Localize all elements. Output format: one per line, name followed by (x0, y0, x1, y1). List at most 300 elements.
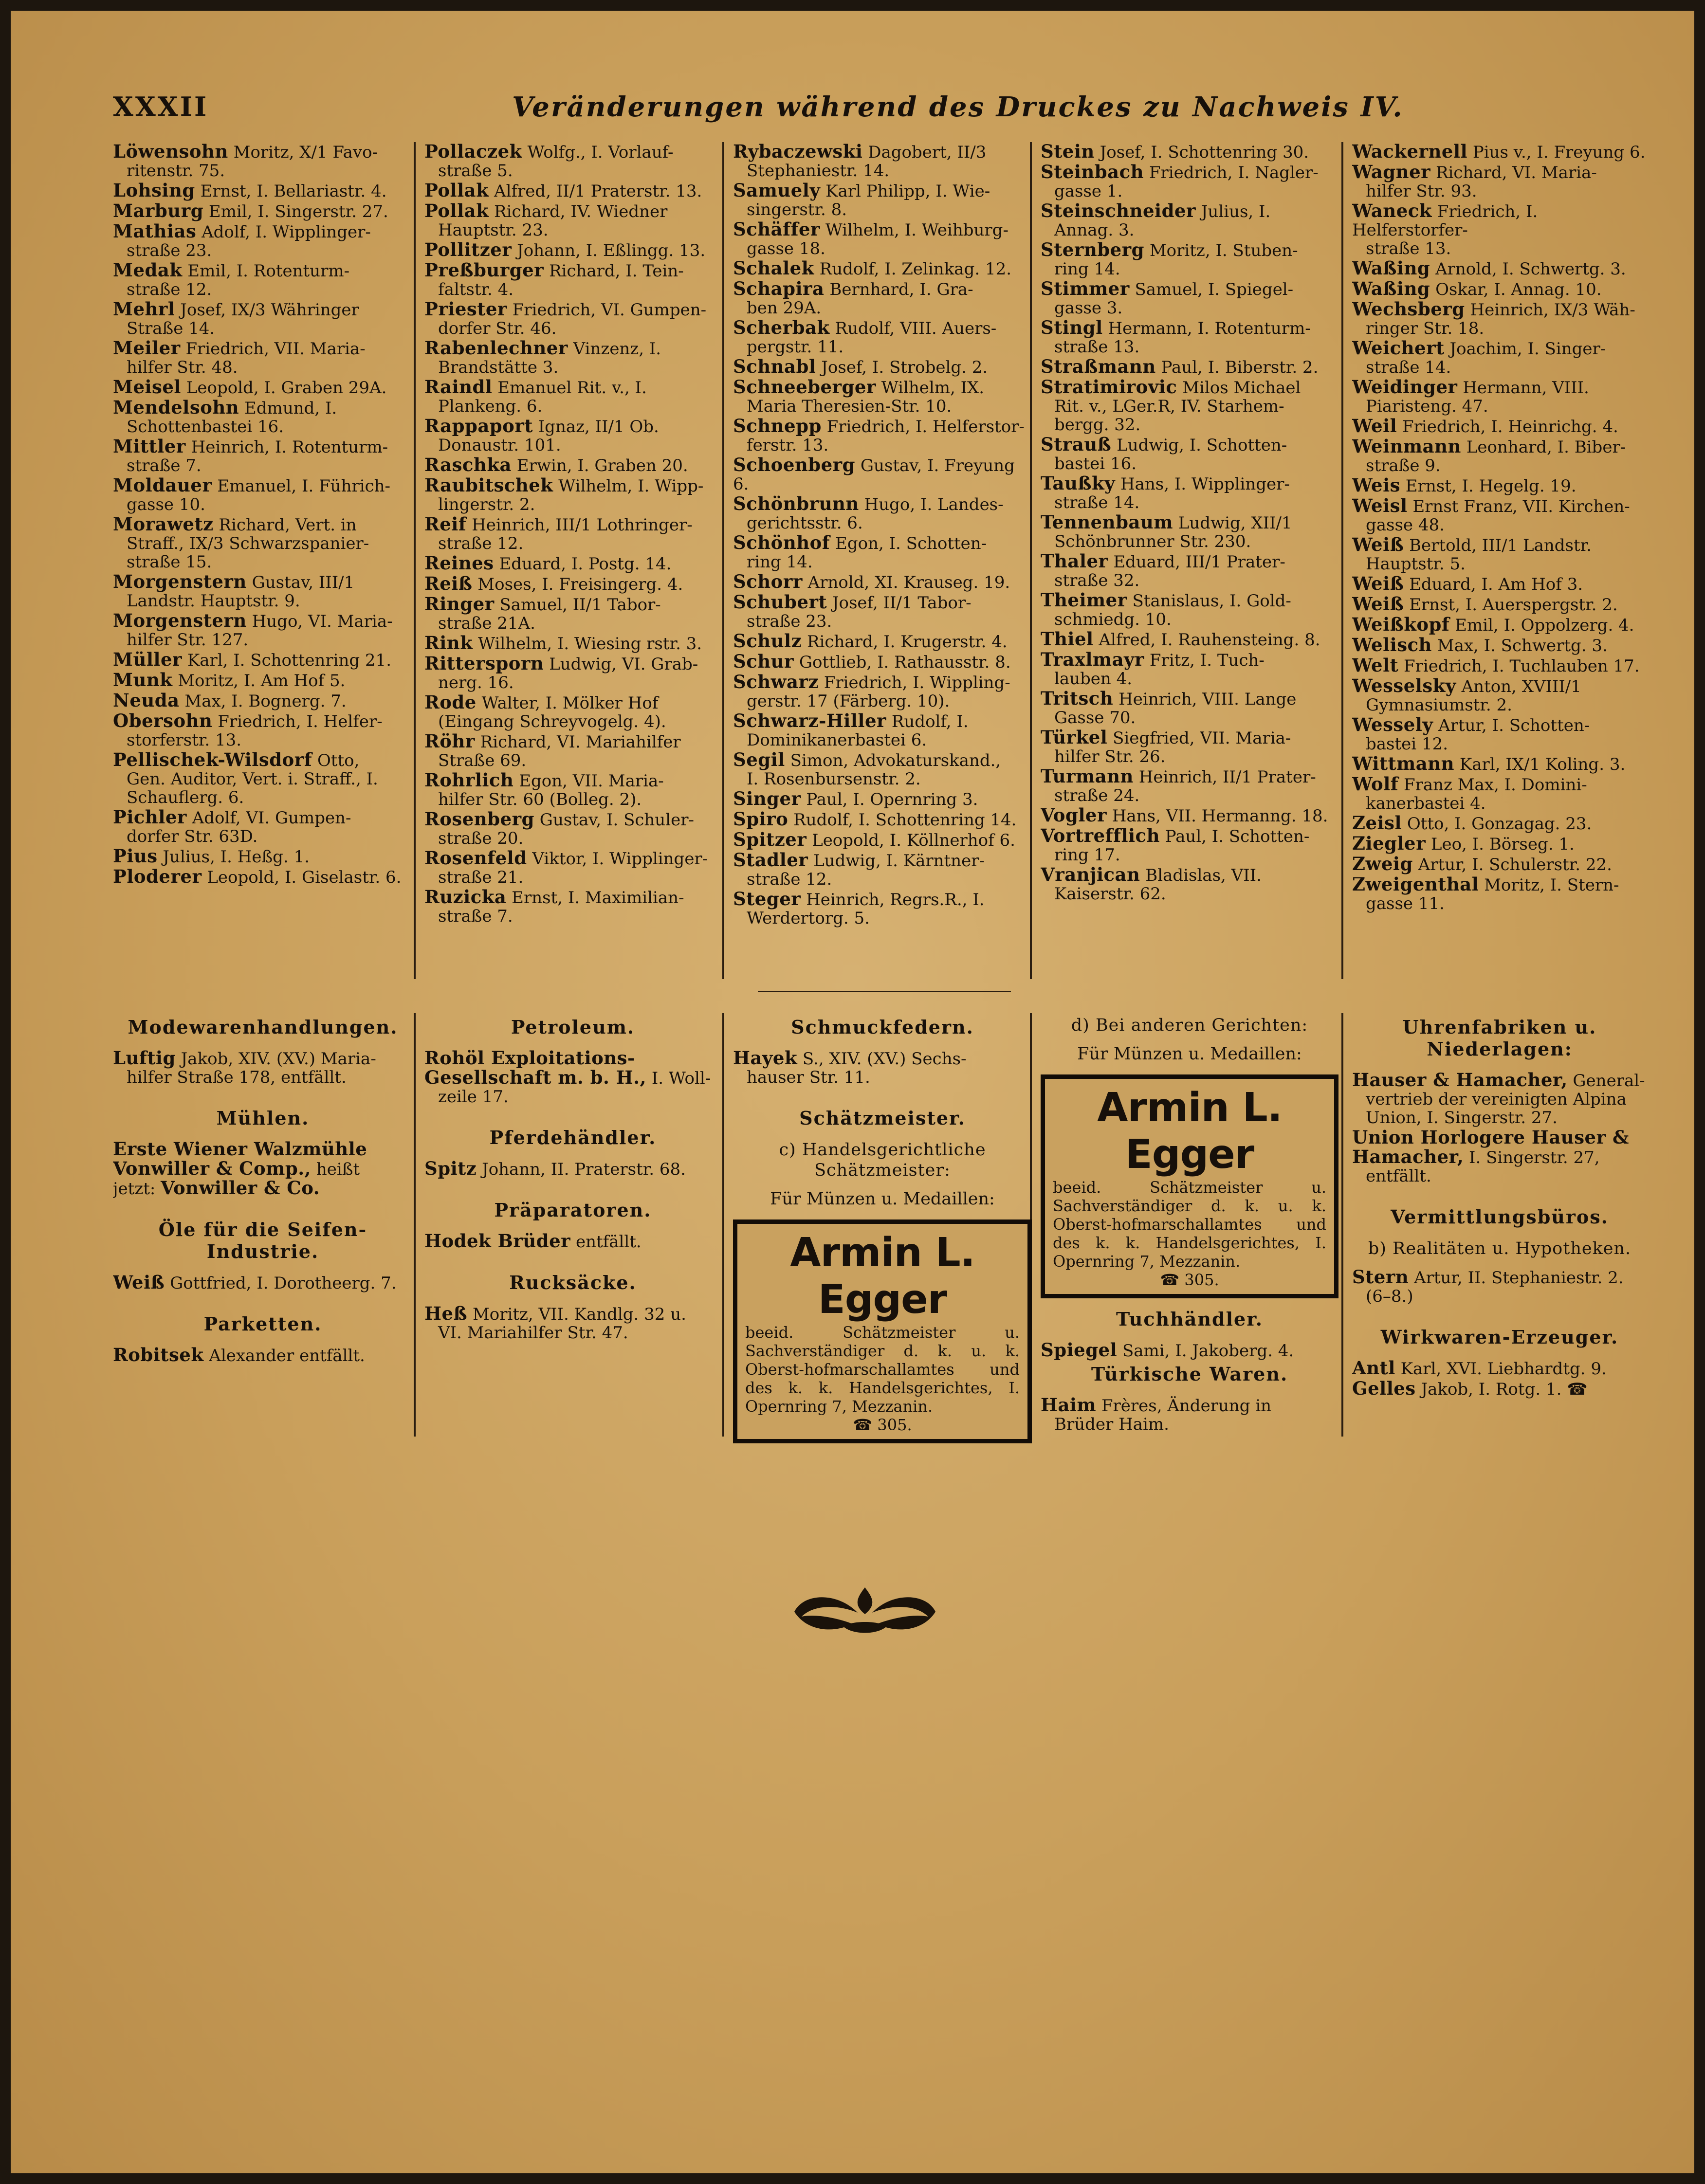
directory-column-3 (733, 142, 1032, 974)
entry-name: Reif (424, 513, 467, 535)
list-item (1041, 1396, 1338, 1434)
list-item (424, 1304, 721, 1342)
entry-text: Friedrich, I. Helfer- (218, 712, 383, 731)
entry-name: Antl (1352, 1357, 1395, 1379)
trade-column-1 (113, 1013, 413, 1366)
entry-text: Gustav, I. Schuler- (539, 810, 694, 830)
entry-continuation: hilfer Str. 127. (127, 630, 249, 650)
list-item (113, 476, 413, 514)
entry-text: Pius v., I. Freyung 6. (1472, 143, 1646, 162)
entry-continuation: Rit. v., LGer.R, IV. Starhem-bergg. 32. (1054, 397, 1284, 435)
list-item (113, 300, 413, 338)
entry-text: Julius, I. Heßg. 1. (163, 847, 310, 867)
entry-continuation: straße 20. (438, 829, 524, 848)
list-item (113, 847, 413, 866)
entry-name: Müller (113, 649, 183, 670)
trade-sections (113, 1013, 1646, 1451)
list-item (1352, 259, 1647, 278)
entry-continuation: straße 21A. (438, 614, 535, 633)
entry-continuation: straße 5. (438, 161, 513, 181)
entry-name: Rohrlich (424, 769, 514, 791)
entry-name: Schalek (733, 257, 814, 279)
entry-text: Richard, I. Krugerstr. 4. (807, 632, 1008, 652)
entry-continuation: Dominikanerbastei 6. (747, 730, 927, 750)
entry-text: Samuel, I. Spiegel- (1135, 280, 1294, 299)
entry-text: Moses, I. Freisingerg. 4. (477, 575, 683, 594)
entry-continuation: Donaustr. 101. (438, 436, 561, 455)
entry-continuation: Annag. 3. (1054, 220, 1135, 240)
entry-name: Vogler (1041, 804, 1107, 826)
list-item (113, 378, 413, 397)
subsection-heading: c) Handelsgerichtliche Schätzmeister: (779, 1140, 986, 1180)
entry-text: Franz Max, I. Domini- (1404, 775, 1587, 795)
list-item (733, 789, 1032, 809)
entry-continuation: Brandstätte 3. (438, 358, 559, 377)
entry-text: Ernst, I. Auerspergstr. 2. (1409, 595, 1618, 615)
entry-name: Mendelsohn (113, 397, 239, 418)
list-item (1352, 378, 1647, 416)
entry-name: Pellischek-Wilsdorf (113, 749, 312, 770)
entry-text: heißt (316, 1160, 360, 1179)
list-item (1352, 201, 1647, 258)
entry-name: Medak (113, 259, 183, 281)
entry-text: Ernst, I. Hegelg. 19. (1405, 476, 1577, 496)
subsection-heading: b) Realitäten u. Hypotheken. (1368, 1239, 1632, 1258)
trade-column-2 (424, 1013, 721, 1343)
list-item (733, 181, 1032, 219)
list-item (1041, 513, 1338, 551)
entry-text: Heinrich, VIII. Lange (1118, 690, 1297, 709)
list-item (424, 554, 721, 573)
entry-text: Eduard, I. Postg. 14. (499, 554, 672, 574)
entry-text: Rudolf, I. Schottenring 14. (793, 810, 1017, 830)
entry-name: Taußky (1041, 473, 1116, 494)
entry-name: Scherbak (733, 317, 830, 338)
entry-text: Gustav, I. Freyung 6. (733, 456, 1015, 494)
entry-text: Wilhelm, IX. (881, 378, 985, 398)
entry-name: Turmann (1041, 765, 1134, 787)
list-item (424, 240, 721, 260)
entry-continuation: Straff., IX/3 Schwarzspanier-straße 15. (127, 534, 369, 572)
section-heading: Petroleum. (511, 1016, 635, 1038)
entry-name: Welisch (1352, 634, 1432, 655)
list-item (424, 1159, 721, 1179)
list-item (1352, 775, 1647, 813)
list-item (733, 318, 1032, 356)
entry-text: Friedrich, I. Helferstorfer- (1352, 202, 1538, 240)
entry-text: Ernst, I. Bellariastr. 4. (200, 182, 387, 201)
entry-continuation: bastei 16. (1054, 454, 1137, 473)
list-item (113, 671, 413, 690)
entry-name: Hauser & Hamacher, (1352, 1069, 1568, 1091)
entry-text: Artur, II. Stephaniestr. 2. (1414, 1268, 1624, 1288)
entry-continuation: vertrieb der vereinigten Alpina Union, I. Singerstr. 27. (1366, 1090, 1627, 1128)
entry-name: Welt (1352, 655, 1399, 676)
list-item (113, 515, 413, 571)
entry-text: Hugo, VI. Maria- (252, 612, 393, 631)
directory-column-4 (1041, 142, 1338, 974)
entry-name: Rink (424, 632, 473, 654)
trade-column-3 (733, 1013, 1032, 1453)
entry-text: Hermann, VIII. (1463, 378, 1589, 398)
list-item (733, 533, 1032, 571)
entry-text: Josef, II/1 Tabor- (832, 593, 972, 613)
entry-name: Luftig (113, 1047, 176, 1069)
entry-name: Haim (1041, 1394, 1097, 1416)
entry-text: I. Singerstr. 27, (1469, 1148, 1600, 1167)
entry-continuation: straße 7. (127, 456, 202, 475)
directory-column-5 (1352, 142, 1647, 974)
entry-name: Theimer (1041, 589, 1127, 611)
entry-text: Max, I. Bognerg. 7. (184, 692, 347, 711)
list-item (424, 476, 721, 514)
entry-continuation: straße 12. (438, 534, 524, 553)
entry-text: Gottlieb, I. Rathausstr. 8. (799, 653, 1011, 672)
entry-name: Thaler (1041, 550, 1108, 572)
entry-name: Erste Wiener Walzmühle Vonwiller & Comp., (113, 1138, 367, 1179)
advertisement-box (1041, 1074, 1338, 1298)
entry-name: Spiro (733, 808, 788, 830)
entry-continuation: gerstr. 17 (Färberg. 10). (747, 692, 950, 711)
entry-name: Ringer (424, 593, 495, 615)
entry-text: Alfred, II/1 Praterstr. 13. (494, 182, 702, 201)
entry-text: Wilhelm, I. Wipp- (558, 476, 704, 496)
entry-text: Leonhard, I. Biber- (1466, 437, 1626, 457)
entry-continuation: straße 12. (747, 870, 832, 889)
list-item (733, 142, 1032, 180)
entry-text: Sami, I. Jakoberg. 4. (1122, 1341, 1294, 1361)
list-item (113, 1049, 413, 1087)
entry-text: Emanuel Rit. v., I. (497, 378, 647, 398)
entry-name: Meiler (113, 337, 181, 359)
column-divider (722, 142, 724, 979)
entry-name: Pius (113, 845, 158, 867)
entry-continuation: ritenstr. 75. (127, 161, 225, 181)
entry-name: Heß (424, 1303, 468, 1324)
list-item (1041, 1341, 1338, 1360)
entry-continuation: hilfer Str. 93. (1366, 182, 1477, 201)
entry-continuation: hilfer Str. 48. (127, 358, 238, 377)
list-item (424, 595, 721, 633)
list-item (424, 181, 721, 200)
entry-text: Max, I. Schwertg. 3. (1437, 636, 1608, 655)
entry-text: Vinzenz, I. (573, 339, 661, 359)
entry-name: Marburg (113, 200, 204, 221)
list-item (424, 771, 721, 809)
entry-text: Emil, I. Rotenturm- (187, 261, 350, 281)
list-item (733, 632, 1032, 651)
entry-name: Ruzicka (424, 886, 507, 908)
entry-name: Wolf (1352, 773, 1399, 795)
page-header (113, 91, 1621, 130)
list-item (424, 417, 721, 455)
entry-name: Türkel (1041, 727, 1108, 748)
entry-text: Dagobert, II/3 (868, 143, 987, 162)
entry-name: Rode (424, 692, 477, 713)
list-item (1041, 142, 1338, 162)
entry-text: entfällt. (575, 1232, 642, 1252)
entry-name: Spitzer (733, 829, 807, 850)
entry-name: Pichler (113, 806, 187, 828)
list-item (1041, 591, 1338, 629)
entry-continuation: lauben 4. (1054, 669, 1133, 689)
entry-text: Hans, I. Wipplinger- (1120, 474, 1290, 494)
entry-continuation: ferstr. 13. (747, 436, 829, 455)
entry-text: Leopold, I. Köllnerhof 6. (812, 831, 1015, 850)
advertisement-name: Armin L. Egger (790, 1230, 975, 1323)
list-item (113, 808, 413, 846)
entry-continuation: dorfer Str. 46. (438, 319, 557, 338)
list-item (424, 142, 721, 180)
entry-name: Tritsch (1041, 688, 1114, 709)
page-title: Veränderungen während des Druckes zu Nachweis IV. (512, 91, 1404, 123)
entry-text: Otto, I. Gonzagag. 23. (1407, 814, 1592, 834)
entry-text: Adolf, VI. Gumpen- (192, 808, 351, 828)
entry-name: Schönbrunn (733, 493, 859, 514)
entry-name: Weiß (1352, 573, 1404, 594)
entry-text: Edmund, I. (244, 399, 337, 418)
entry-continuation: straße 21. (438, 868, 524, 887)
entry-name: Moldauer (113, 474, 212, 496)
entry-text: Karl, I. Schottenring 21. (187, 651, 392, 670)
section-heading: Rucksäcke. (509, 1272, 637, 1293)
entry-text: Bertold, III/1 Landstr. (1409, 536, 1592, 555)
entry-text: Wilhelm, I. Wiesing rstr. 3. (478, 634, 702, 654)
entry-continuation: Hauptstr. 23. (438, 220, 549, 240)
entry-text: Alexander entfällt. (209, 1346, 365, 1365)
list-item (424, 634, 721, 653)
entry-text: I. Woll- (651, 1069, 711, 1088)
entry-name: Weil (1352, 415, 1397, 437)
entry-continuation: Gen. Auditor, Vert. i. Straff., I. Schauflerg. 6. (127, 769, 378, 807)
entry-name: Tennenbaum (1041, 511, 1173, 533)
entry-name: Mittler (113, 436, 186, 457)
entry-name: Rosenberg (424, 808, 534, 830)
entry-text: Paul, I. Biberstr. 2. (1161, 358, 1319, 377)
entry-text: Gustav, III/1 (252, 573, 355, 592)
entry-text: Richard, Vert. in (219, 515, 357, 535)
entry-text: Arnold, I. Schwertg. 3. (1435, 259, 1626, 279)
entry-continuation: straße 12. (127, 280, 212, 299)
entry-text: Josef, I. Schottenring 30. (1100, 143, 1309, 162)
entry-name: Preßburger (424, 259, 544, 281)
entry-name: Neuda (113, 690, 180, 711)
entry-text: Eduard, I. Am Hof 3. (1409, 575, 1583, 594)
list-item (1352, 754, 1647, 774)
floral-ornament-icon (785, 1578, 945, 1641)
entry-text: Josef, I. Strobelg. 2. (821, 358, 988, 377)
list-item (1041, 279, 1338, 317)
entry-continuation: kanerbastei 4. (1366, 794, 1486, 813)
page-number: XXXII (113, 91, 209, 122)
entry-text: Karl Philipp, I. Wie- (825, 182, 990, 201)
entry-continuation: hilfer Straße 178, entfällt. (127, 1068, 347, 1087)
entry-text: Richard, I. Tein- (549, 261, 684, 281)
list-item (1352, 855, 1647, 874)
entry-text: Friedrich, VI. Gumpen- (512, 300, 707, 320)
list-item (1041, 650, 1338, 688)
entry-text: Paul, I. Schotten- (1165, 827, 1310, 846)
section-heading: Modewarenhandlungen. (128, 1016, 398, 1038)
entry-continuation: Maria Theresien-Str. 10. (747, 397, 952, 416)
entry-name: Weißkopf (1352, 614, 1450, 635)
entry-name: Rabenlechner (424, 337, 568, 359)
entry-name: Sternberg (1041, 239, 1145, 260)
entry-name: Ploderer (113, 866, 202, 887)
entry-continuation: straße 32. (1054, 571, 1140, 590)
entry-text: Friedrich, I. Helferstor- (826, 417, 1025, 437)
list-item (1352, 279, 1647, 299)
list-item (424, 654, 721, 692)
entry-name: Obersohn (113, 710, 213, 731)
trade-column-4 (1041, 1013, 1338, 1435)
entry-continuation: gasse 1. (1054, 182, 1123, 201)
entry-name: Steinbach (1041, 161, 1144, 182)
entry-name: Waßing (1352, 278, 1430, 299)
entry-continuation: Schottenbastei 16. (127, 417, 284, 437)
entry-text: S., XIV. (XV.) Sechs- (802, 1049, 967, 1069)
list-item (1352, 300, 1647, 338)
entry-continuation: Schönbrunner Str. 230. (1054, 532, 1251, 551)
list-item (1041, 630, 1338, 649)
entry-continuation: Gasse 70. (1054, 708, 1136, 728)
entry-text: Bernhard, I. Gra- (829, 280, 973, 299)
entry-name: Strauß (1041, 434, 1112, 455)
entry-name: Pollak (424, 180, 489, 201)
section-heading: Öle für die Seifen-Industrie. (158, 1219, 367, 1262)
entry-name: Pollak (424, 200, 489, 221)
list-item (1041, 240, 1338, 278)
directory-column-2 (424, 142, 721, 974)
entry-text: Joachim, I. Singer- (1449, 339, 1606, 359)
list-item (733, 673, 1032, 710)
entry-continuation: Straße 69. (438, 751, 527, 770)
entry-continuation: Hauptstr. 5. (1366, 554, 1466, 574)
entry-name: Gelles (1352, 1378, 1416, 1399)
entry-name: Morawetz (113, 513, 214, 535)
list-item (113, 398, 413, 436)
entry-text: Jakob, I. Rotg. 1. ☎ (1421, 1380, 1588, 1399)
list-item (733, 357, 1032, 377)
list-item (113, 867, 413, 887)
entry-continuation: Brüder Haim. (1054, 1415, 1169, 1434)
entry-name: Schnepp (733, 415, 822, 437)
entry-continuation: dorfer Str. 63D. (127, 827, 258, 846)
entry-text: Frères, Änderung in (1101, 1396, 1272, 1416)
entry-name: Schulz (733, 630, 802, 652)
entry-text: Adolf, I. Wipplinger- (202, 222, 371, 242)
list-item (1041, 378, 1338, 434)
entry-text: Rudolf, VIII. Auers- (835, 319, 997, 338)
directory-page (11, 11, 1694, 2173)
entry-continuation: hauser Str. 11. (747, 1068, 870, 1087)
list-item (733, 652, 1032, 672)
section-heading: Pferdehändler. (489, 1127, 657, 1148)
entry-continuation: Straße 14. (127, 319, 215, 338)
entry-name: Thiel (1041, 628, 1094, 650)
advertisement-text: beeid. Schätzmeister u. Sachverständiger d. k. u. k. Oberst-hofmarschallamtes und des k. k. Handelsgerichtes, I. Opernring 7, Mezzanin. (1053, 1178, 1326, 1271)
entry-continuation: nerg. 16. (438, 673, 514, 692)
entry-text: Alfred, I. Rauhensteing. 8. (1099, 630, 1320, 650)
entry-name: Vortrefflich (1041, 825, 1160, 846)
entry-continuation: straße 14. (1054, 493, 1140, 512)
entry-name: Weiß (113, 1272, 165, 1293)
entry-name: Rosenfeld (424, 847, 527, 869)
advertisement-box (733, 1219, 1032, 1443)
entry-text: Leo, I. Börseg. 1. (1430, 835, 1575, 854)
entry-name: Singer (733, 788, 801, 809)
entry-text: Rudolf, I. Zelinkag. 12. (819, 259, 1012, 279)
list-item (113, 572, 413, 610)
entry-text: Ludwig, VI. Grab- (549, 655, 698, 674)
entry-text: Karl, IX/1 Koling. 3. (1459, 755, 1626, 774)
entry-name: Union Horlogere Hauser & Hamacher, (1352, 1127, 1629, 1167)
entry-text: Rudolf, I. (891, 712, 969, 731)
entry-name: Waßing (1352, 257, 1430, 279)
entry-name: Spitz (424, 1158, 477, 1179)
entry-text: Jakob, XIV. (XV.) Maria- (181, 1049, 376, 1069)
entry-name: Hayek (733, 1047, 798, 1069)
section-heading: Türkische Waren. (1091, 1363, 1288, 1385)
section-heading: Schätzmeister. (799, 1107, 966, 1129)
list-item (113, 691, 413, 710)
entry-continuation: Stephaniestr. 14. (747, 161, 890, 181)
entry-text: Gottfried, I. Dorotheerg. 7. (170, 1274, 397, 1293)
entry-name: Straßmann (1041, 356, 1156, 377)
section-heading: Mühlen. (216, 1107, 310, 1129)
list-item (1041, 552, 1338, 590)
list-item (1352, 656, 1647, 675)
entry-text: Moritz, VII. Kandlg. 32 u. (472, 1305, 686, 1324)
list-item (1352, 595, 1647, 614)
entry-name: Steinschneider (1041, 200, 1196, 221)
entry-name: Wittmann (1352, 753, 1455, 774)
list-item (424, 1049, 721, 1106)
list-item (733, 279, 1032, 317)
entry-continuation: gasse 10. (127, 495, 205, 514)
advertisement-telephone: ☎ 305. (853, 1416, 912, 1434)
entry-continuation: straße 24. (1054, 786, 1140, 805)
list-item (113, 261, 413, 299)
entry-text: Artur, I. Schulerstr. 22. (1418, 855, 1612, 874)
entry-name: Rittersporn (424, 653, 544, 674)
list-item (1352, 437, 1647, 475)
entry-name: Waneck (1352, 200, 1432, 221)
section-heading: Schmuckfedern. (791, 1016, 974, 1038)
entry-text: Ludwig, I. Kärntner- (813, 851, 985, 871)
list-item (1352, 1268, 1647, 1306)
entry-name: Schneeberger (733, 376, 876, 398)
entry-text: Samuel, II/1 Tabor- (499, 595, 661, 615)
entry-text: Richard, IV. Wiedner (494, 202, 668, 221)
entry-name: Stein (1041, 142, 1095, 162)
entry-continuation: storferstr. 13. (127, 730, 242, 750)
entry-text: Heinrich, II/1 Prater- (1138, 767, 1316, 787)
entry-name: Mehrl (113, 298, 175, 320)
entry-text: Heinrich, I. Rotenturm- (191, 437, 388, 457)
entry-text: Johann, II. Praterstr. 68. (482, 1160, 686, 1179)
entry-name: Wackernell (1352, 142, 1468, 162)
trade-column-5 (1352, 1013, 1647, 1400)
list-item (1352, 715, 1647, 753)
entry-continuation: Piaristeng. 47. (1366, 397, 1488, 416)
list-item (1041, 826, 1338, 864)
list-item (733, 378, 1032, 416)
list-item (733, 851, 1032, 889)
entry-name: Schur (733, 651, 794, 672)
entry-continuation: ringer Str. 18. (1366, 319, 1485, 338)
section-heading: Präparatoren. (494, 1199, 652, 1221)
